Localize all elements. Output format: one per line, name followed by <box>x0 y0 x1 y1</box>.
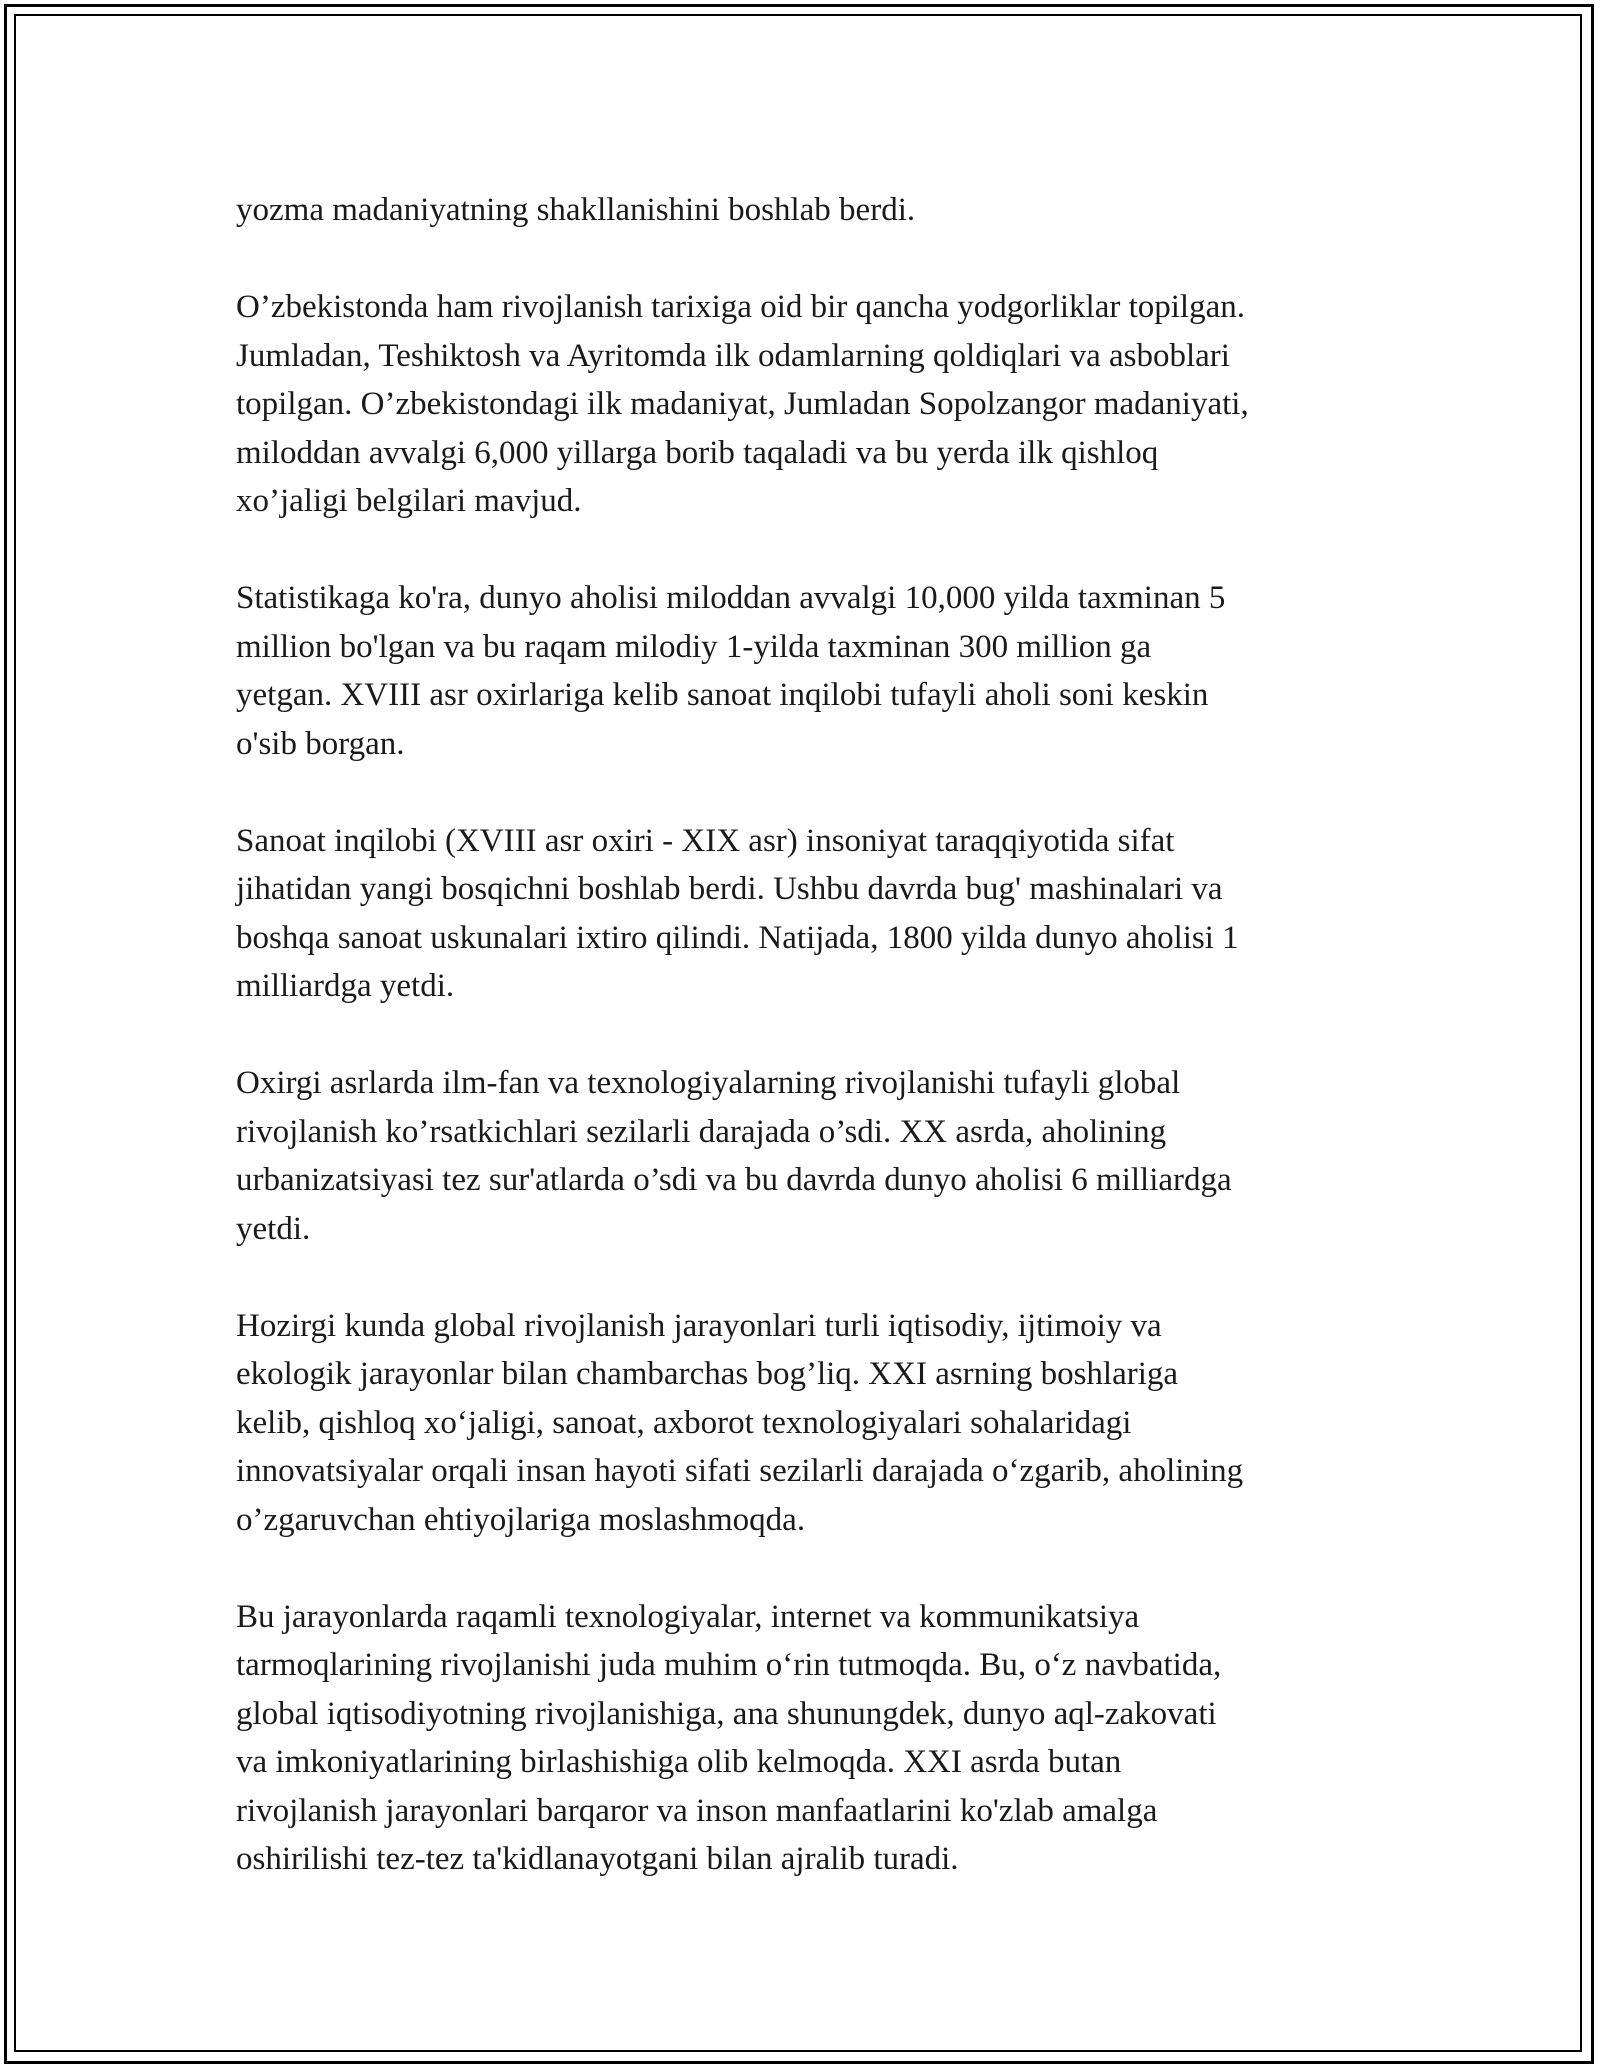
paragraph-4: Sanoat inqilobi (XVIII asr oxiri - XIX asr) insoniyat taraqqiyotida sifat jihatidan yangi bosqichni boshlab berdi. Ushbu davrda bug' mashinalari va boshqa sanoat uskunalari ixtiro qilindi. Natijada, 1800 yilda dunyo aholisi 1 milliardga yetdi. <box>236 822 1239 1004</box>
paragraph-3: Statistikaga ko'ra, dunyo aholisi miloddan avvalgi 10,000 yilda taxminan 5 million bo'lgan va bu raqam milodiy 1-yilda taxminan 300 million ga yetgan. XVIII asr oxirlariga kelib sanoat inqilobi tufayli aholi soni keskin o'sib borgan. <box>236 580 1226 762</box>
paragraph-6: Hozirgi kunda global rivojlanish jarayonlari turli iqtisodiy, ijtimoiy va ekologik jarayonlar bilan chambarchas bog’liq. XXI asrning boshlariga kelib, qishloq xo‘jaligi, sanoat, axborot texnologiyalari sohalaridagi innovatsiyalar orqali insan hayoti sifati sezilarli darajada o‘zgarib, aholining o’zgaruvchan ehtiyojlariga moslashmoqda. <box>236 1307 1244 1538</box>
paragraph-2: O’zbekistonda ham rivojlanish tarixiga oid bir qancha yodgorliklar topilgan. Jumladan, Teshiktosh va Ayritomda ilk odamlarning qoldiqlari va asboblari topilgan. O’zbekistondagi ilk madaniyat, Jumladan Sopolzangor madaniyati, miloddan avvalgi 6,000 yillarga borib taqaladi va bu yerda ilk qishloq xo’jaligi belgilari mavjud. <box>236 289 1249 519</box>
paragraph-5: Oxirgi asrlarda ilm-fan va texnologiyalarning rivojlanishi tufayli global rivojlanish ko’rsatkichlari sezilarli darajada o’sdi. XX asrda, aholining urbanizatsiyasi tez sur'atlarda o’sdi va bu davrda dunyo aholisi 6 milliardga yetdi. <box>236 1065 1232 1247</box>
document-body <box>236 186 1376 1884</box>
paragraph-7: Bu jarayonlarda raqamli texnologiyalar, internet va kommunikatsiya tarmoqlarining rivojlanishi juda muhim o‘rin tutmoqda. Bu, o‘z navbatida, global iqtisodiyotning rivojlanishiga, ana shunungdek, dunyo aql-zakovati va imkoniyatlarining birlashishiga olib kelmoqda. XXI asrda butan rivojlanish jarayonlari barqaror va inson manfaatlarini ko'zlab amalga oshirilishi tez-tez ta'kidlanayotgani bilan ajralib turadi. <box>236 1598 1222 1877</box>
paragraph-1: yozma madaniyatning shakllanishini boshlab berdi. <box>236 192 916 228</box>
